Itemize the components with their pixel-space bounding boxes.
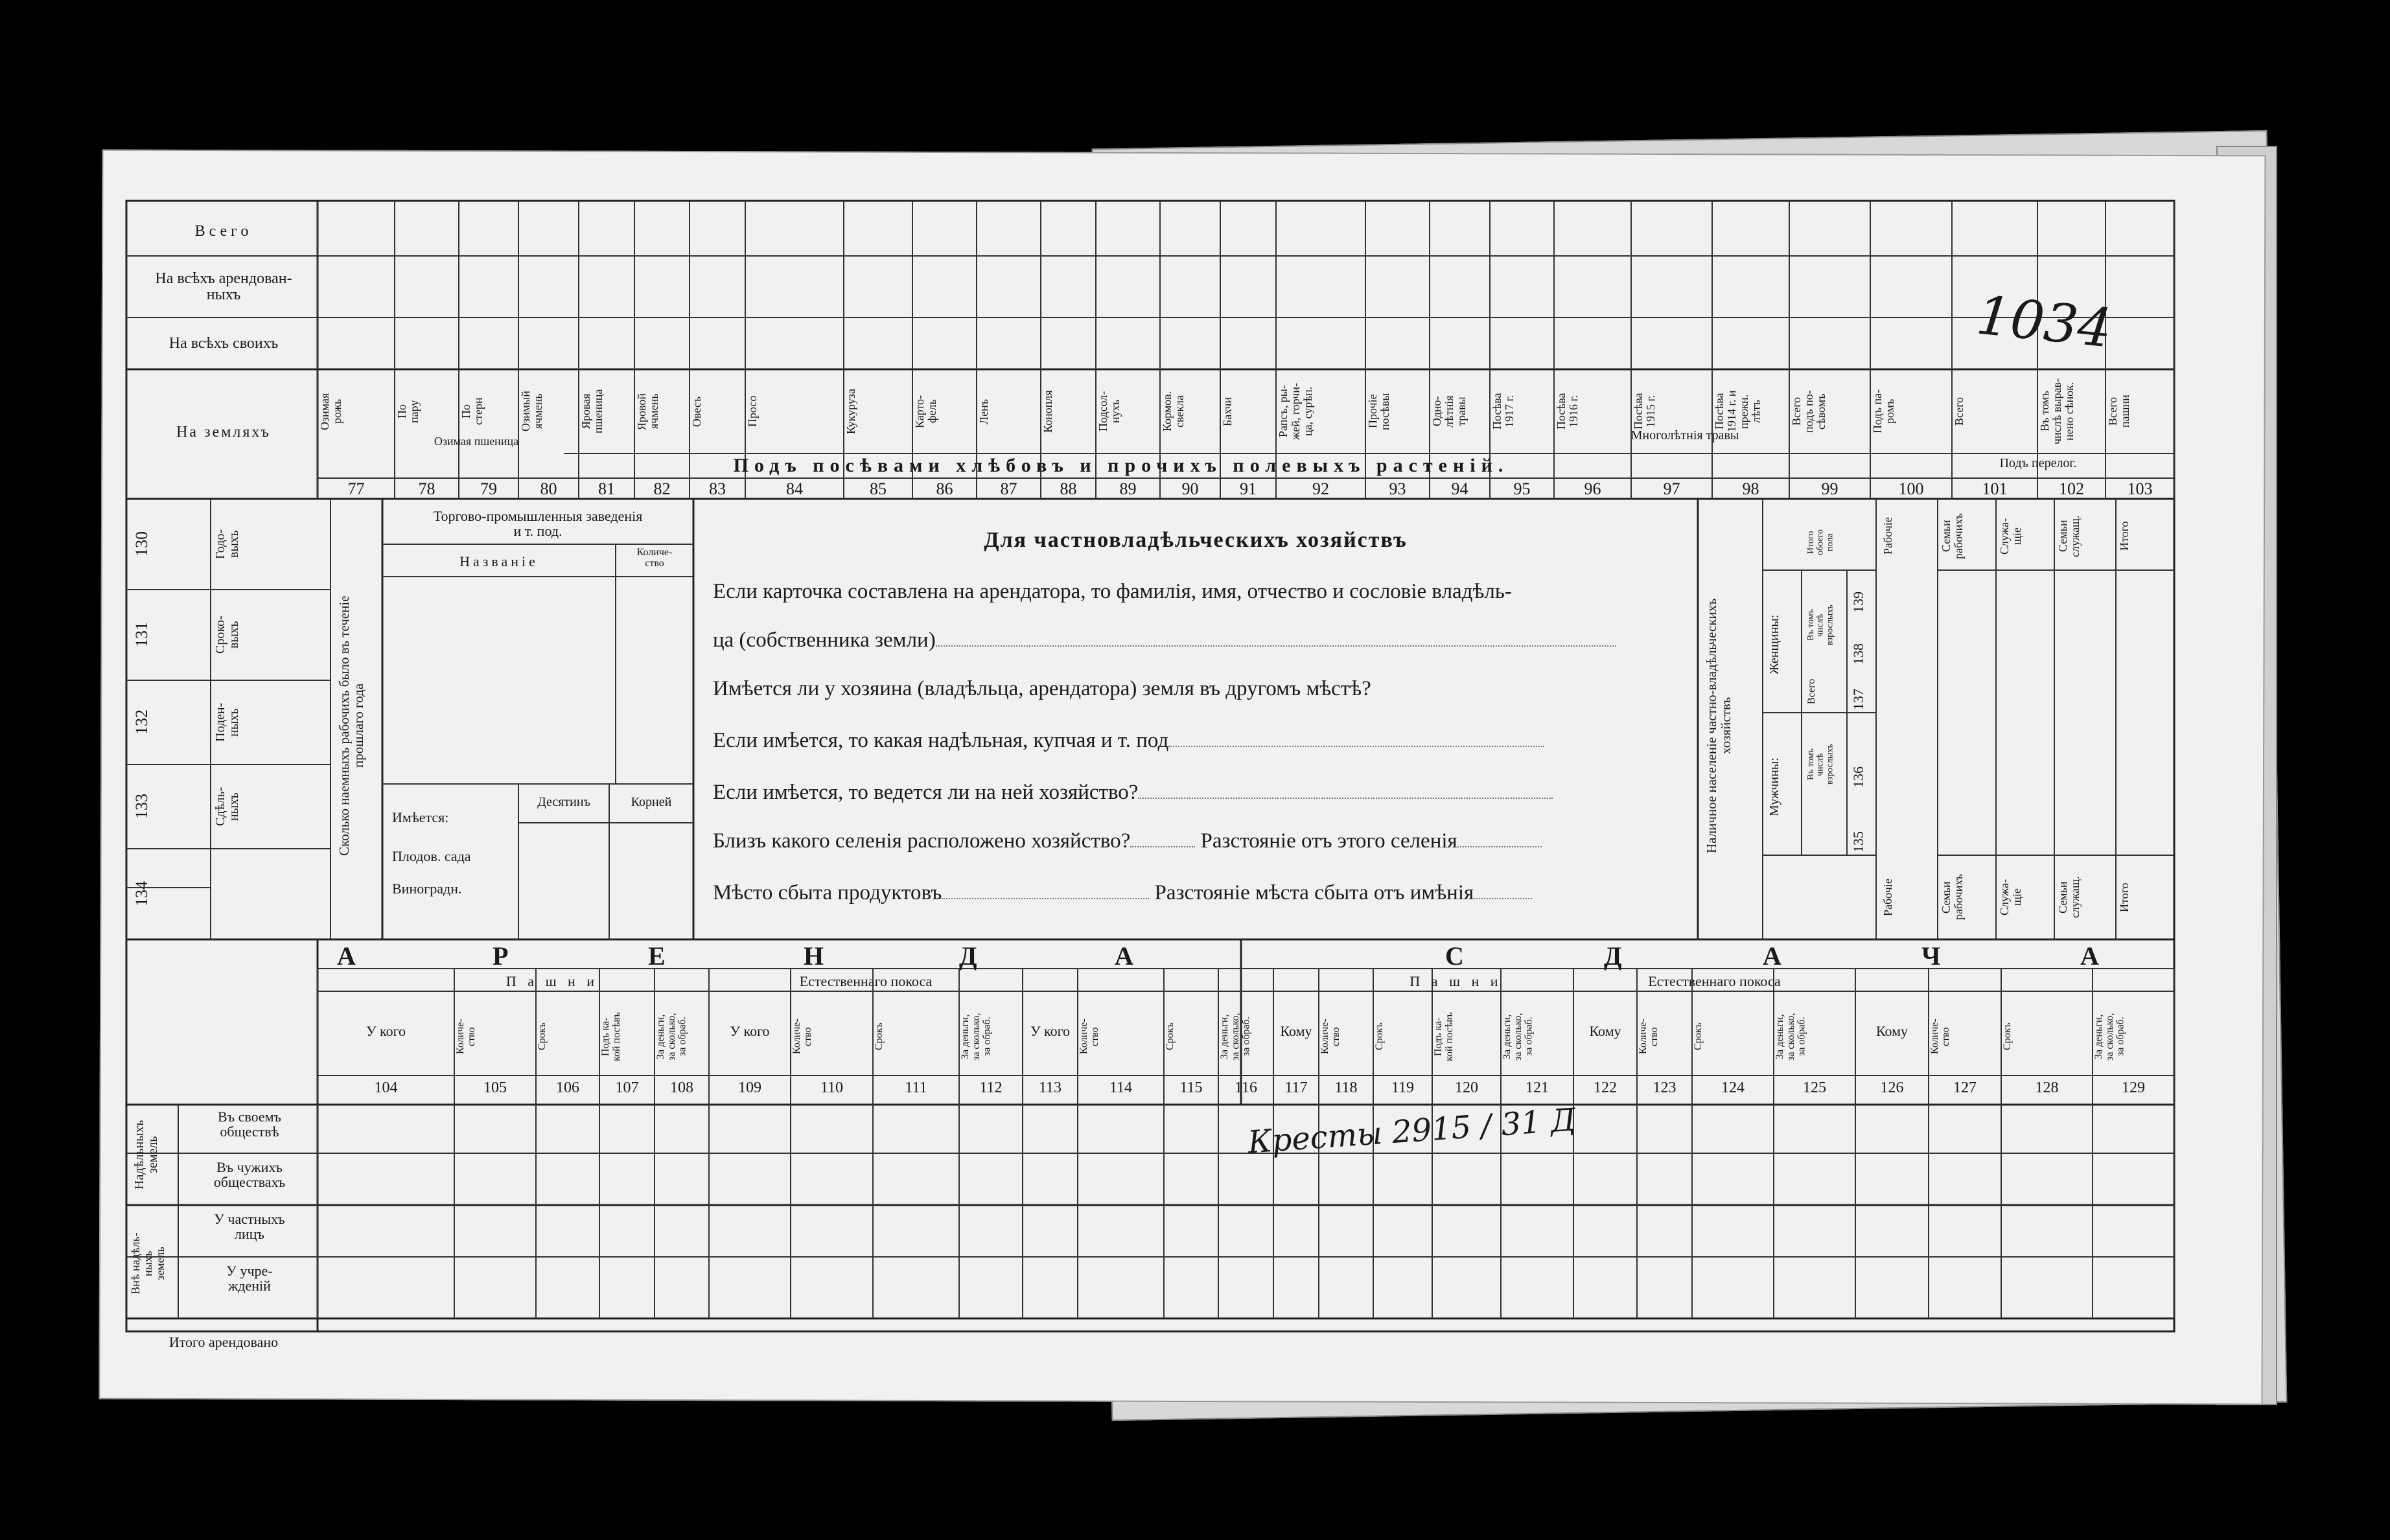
pop-side-bottom-3: Семьи служащ. xyxy=(2056,876,2082,919)
posevy-banner: Подъ посѣвами хлѣбовъ и прочихъ полевыхъ растеній. xyxy=(733,455,1509,476)
crop-header-23: Подъ па- ромъ xyxy=(1871,389,1896,434)
lease-col-24: Срокъ xyxy=(2002,1022,2013,1051)
lease-num-108: 108 xyxy=(670,1079,693,1096)
crop-header-26: Всего пашни xyxy=(2106,395,2131,428)
question-market-distance: Разстояніе мѣста сбыта отъ имѣнія xyxy=(1154,881,1474,904)
row-itogo-arendovano: Итого арендовано xyxy=(168,1334,279,1350)
crop-header-22: Всего подъ по- сѣвомъ xyxy=(1790,390,1827,433)
itogo-oboego-pola: Итого обоего пола xyxy=(1806,529,1835,556)
hired-num-132: 132 xyxy=(132,709,151,735)
arenda-letter-3: Н xyxy=(804,941,826,971)
lease-num-129: 129 xyxy=(2122,1079,2145,1096)
crop-header-21: Посѣва 1914 г. и прежн. лѣтъ xyxy=(1713,390,1763,433)
col-num-78: 78 xyxy=(418,479,435,498)
question-owner: Если карточка составлена на арендатора, то фамилія, имя, отчество и сословіе владѣль- xyxy=(713,580,1512,603)
lease-col-1: Количе- ство xyxy=(455,1018,477,1055)
question-village-distance: Разстояніе отъ этого селенія xyxy=(1200,829,1457,853)
crop-header-11: Конопля xyxy=(1041,390,1054,433)
pop-side-top-4: Итого xyxy=(2118,521,2131,551)
lease-col-2: Срокъ xyxy=(537,1022,548,1051)
lease-num-124: 124 xyxy=(1721,1079,1745,1096)
col-num-80: 80 xyxy=(540,479,557,498)
sdacha-letter-2: А xyxy=(1763,941,1783,971)
col-num-102: 102 xyxy=(2059,479,2084,498)
col-num-97: 97 xyxy=(1663,479,1680,498)
lease-col-6: Количе- ство xyxy=(791,1018,813,1055)
trade-name-col: Названіе xyxy=(459,553,539,569)
question-village-text: Близъ какого селенія расположено хозяйство? xyxy=(713,829,1131,853)
row-group-vne-nadelnykh: Внѣ надѣль- ныхъ земель xyxy=(129,1232,167,1295)
col-num-93: 93 xyxy=(1389,479,1406,498)
hired-num-131: 131 xyxy=(132,622,151,648)
lease-col-23: Количе- ство xyxy=(1929,1018,1951,1055)
lease-num-117: 117 xyxy=(1284,1079,1308,1096)
lease-col-19: Количе- ство xyxy=(1638,1018,1660,1055)
plodov-sada-label: Плодов. сада xyxy=(392,848,471,864)
arenda-letter-2: Е xyxy=(648,941,667,971)
col-num-77: 77 xyxy=(347,479,365,498)
private-title: Для частновладѣльческихъ хозяйствъ xyxy=(984,528,1408,552)
lease-col-13: Кому xyxy=(1280,1023,1312,1039)
lease-num-109: 109 xyxy=(738,1079,761,1096)
lease-num-125: 125 xyxy=(1803,1079,1826,1096)
col-num-79: 79 xyxy=(480,479,497,498)
hired-type-1: Сроко- выхъ xyxy=(213,615,241,654)
col-num-90: 90 xyxy=(1181,479,1199,498)
crop-header-14: Бахчи xyxy=(1221,396,1234,426)
col-num-86: 86 xyxy=(936,479,953,498)
pop-side-top-2: Служа- щіе xyxy=(1998,518,2023,555)
pop-side-bottom-0: Рабочіе xyxy=(1881,879,1894,916)
lease-num-128: 128 xyxy=(2035,1079,2059,1096)
row-label-vsego: Всего xyxy=(194,223,253,240)
pop-num-135: 135 xyxy=(1850,831,1866,853)
lease-num-127: 127 xyxy=(1953,1079,1977,1096)
col-num-84: 84 xyxy=(786,479,803,498)
lease-num-120: 120 xyxy=(1455,1079,1478,1096)
pop-side-top-0: Рабочіе xyxy=(1881,517,1894,555)
col-num-91: 91 xyxy=(1240,479,1257,498)
col-num-96: 96 xyxy=(1584,479,1601,498)
crop-header-8: Кукуруза xyxy=(844,389,857,435)
lease-num-116: 116 xyxy=(1234,1079,1258,1096)
col-num-87: 87 xyxy=(1000,479,1017,498)
crop-header-13: Кормов. свекла xyxy=(1161,391,1186,432)
pop-side-top-1: Семьи рабочихъ xyxy=(1940,513,1965,559)
crop-header-6: Овесъ xyxy=(690,396,703,427)
hired-num-134: 134 xyxy=(132,881,151,907)
question-other-land: Имѣется ли у хозяина (владѣльца, арендатора) земля въ другомъ мѣстѣ? xyxy=(713,677,1371,700)
crop-header-2: По стерн xyxy=(459,397,485,426)
col-num-99: 99 xyxy=(1821,479,1839,498)
lease-num-115: 115 xyxy=(1179,1079,1203,1096)
sdacha-pashni: П а ш н и xyxy=(1410,973,1502,989)
hired-type-0: Годо- выхъ xyxy=(213,529,241,560)
desyatin-col: Десятинъ xyxy=(537,795,590,809)
zhen-vsego-label: Всего xyxy=(1806,678,1817,705)
crop-header-15: Рапсъ, ры- жей, горчи- ца, сурѣп. xyxy=(1277,383,1314,440)
crop-header-24: Всего xyxy=(1953,396,1966,426)
lease-col-20: Срокъ xyxy=(1693,1022,1704,1051)
lease-num-110: 110 xyxy=(820,1079,844,1096)
trade-title: Торгово-промышленныя заведенія и т. под. xyxy=(433,508,643,540)
question-owner-cont xyxy=(713,628,1616,652)
question-owner-cont-text: ца (собственника земли) xyxy=(713,628,936,652)
lease-num-126: 126 xyxy=(1880,1079,1904,1096)
question-market xyxy=(713,881,1532,905)
vinograd-label: Виноградн. xyxy=(392,880,462,897)
lease-num-121: 121 xyxy=(1526,1079,1549,1096)
col-num-103: 103 xyxy=(2127,479,2153,498)
question-farming xyxy=(713,781,1553,805)
row-v-chuzhikh: Въ чужихъ обществахъ xyxy=(213,1159,286,1191)
hired-type-3: Сдѣль- ныхъ xyxy=(213,787,241,827)
lease-col-7: Срокъ xyxy=(874,1022,885,1051)
row-label-svoikh: На всѣхъ своихъ xyxy=(168,335,279,352)
lease-num-118: 118 xyxy=(1334,1079,1358,1096)
arenda-letter-5: А xyxy=(1115,941,1135,971)
muzhchiny-label: Мужчины: xyxy=(1767,757,1781,817)
pop-side-bottom-4: Итого xyxy=(2118,882,2131,912)
question-land-type-text: Если имѣется, то какая надѣльная, купчая и т. под xyxy=(713,729,1169,752)
lease-col-4: За деньги, за сколько, за обраб. xyxy=(655,1013,688,1061)
crop-header-18: Посѣва 1917 г. xyxy=(1491,393,1516,430)
sdacha-letter-3: Ч xyxy=(1921,941,1942,971)
lease-num-114: 114 xyxy=(1109,1079,1133,1096)
trade-qty-col: Количе- ство xyxy=(636,547,673,569)
lease-num-122: 122 xyxy=(1594,1079,1617,1096)
row-label-arendovannykh: На всѣхъ арендован- ныхъ xyxy=(155,270,292,304)
crop-header-25: Въ томъ числѣ вырав- нено сѣнок. xyxy=(2038,378,2076,445)
row-u-chastnykh: У частныхъ лицъ xyxy=(214,1211,285,1243)
hired-vertical-title: Сколько наемныхъ рабочихъ было въ теченіе прошлаго года xyxy=(336,595,367,856)
col-num-82: 82 xyxy=(653,479,671,498)
col-num-89: 89 xyxy=(1119,479,1137,498)
crop-header-10: Ленъ xyxy=(977,398,990,424)
arenda-letter-1: Р xyxy=(493,941,510,971)
sdacha-letter-0: С xyxy=(1445,941,1465,971)
lease-col-8: За деньги, за сколько, за обраб. xyxy=(960,1013,993,1061)
lease-num-123: 123 xyxy=(1653,1079,1676,1096)
hired-num-133: 133 xyxy=(132,794,151,820)
pop-num-138: 138 xyxy=(1850,643,1866,665)
imeetsya-label: Имѣется: xyxy=(392,809,449,825)
lease-col-21: За деньги, за сколько, за обраб. xyxy=(1774,1013,1807,1061)
lease-col-5: У кого xyxy=(730,1023,770,1039)
lease-col-14: Количе- ство xyxy=(1319,1018,1341,1055)
crop-header-20: Посѣва 1915 г. xyxy=(1632,393,1657,430)
lease-col-16: Подъ ка- кой посѣвъ xyxy=(1433,1012,1455,1061)
lease-num-105: 105 xyxy=(483,1079,507,1096)
arenda-letter-4: Д xyxy=(959,941,979,971)
lease-num-112: 112 xyxy=(979,1079,1003,1096)
question-village xyxy=(713,829,1542,853)
handwritten-entry: Кресты 2915 / 31 Д xyxy=(1246,1101,1577,1161)
lease-col-10: Количе- ство xyxy=(1078,1018,1100,1055)
col-num-101: 101 xyxy=(1982,479,2008,498)
col-num-88: 88 xyxy=(1060,479,1077,498)
lease-num-113: 113 xyxy=(1038,1079,1062,1096)
col-num-98: 98 xyxy=(1742,479,1759,498)
mnogoletnie-label: Многолѣтнія травы xyxy=(1630,428,1739,442)
crop-header-0: Озимая рожь xyxy=(318,393,343,430)
sdacha-letter-4: А xyxy=(2080,941,2100,971)
col-num-94: 94 xyxy=(1451,479,1468,498)
col-num-81: 81 xyxy=(598,479,615,498)
crop-header-3: Озимый ячмень xyxy=(519,391,544,432)
hired-num-130: 130 xyxy=(132,531,151,557)
muzh-v-tom-label: Въ томъ числѣ взрослыхъ xyxy=(1806,744,1835,785)
crop-header-19: Посѣва 1916 г. xyxy=(1555,393,1580,430)
sdacha-letter-1: Д xyxy=(1604,941,1623,971)
col-num-100: 100 xyxy=(1898,479,1924,498)
question-market-text: Мѣсто сбыта продуктовъ xyxy=(713,881,942,904)
hired-type-2: Поден- ныхъ xyxy=(213,702,241,742)
lease-num-111: 111 xyxy=(905,1079,927,1096)
lease-num-107: 107 xyxy=(615,1079,639,1096)
arenda-letter-0: А xyxy=(337,941,357,971)
row-u-uchrezhdeniy: У учре- жденій xyxy=(226,1263,273,1294)
pop-num-139: 139 xyxy=(1850,592,1866,614)
row-group-nadelnykh: Надѣльныхъ земель xyxy=(132,1120,160,1189)
crop-header-17: Одно- лѣтнія травы xyxy=(1430,395,1468,428)
lease-col-11: Срокъ xyxy=(1165,1022,1176,1051)
crop-header-5: Яровой ячмень xyxy=(635,393,660,430)
pod-perelog-label: Подъ перелог. xyxy=(1999,456,2077,470)
question-land-type xyxy=(713,729,1544,753)
lease-col-12: За деньги, за сколько, за обраб. xyxy=(1219,1013,1252,1061)
crop-header-1: По пару xyxy=(395,400,421,423)
pop-num-136: 136 xyxy=(1850,766,1866,788)
question-farming-text: Если имѣется, то ведется ли на ней хозяйство? xyxy=(713,781,1139,804)
arenda-estestv: Естественнаго покоса xyxy=(799,973,933,989)
lease-col-17: За деньги, за сколько, за обраб. xyxy=(1502,1013,1535,1061)
row-v-svoem: Въ своемъ обществѣ xyxy=(218,1109,281,1140)
sdacha-estestv: Естественнаго покоса xyxy=(1648,973,1781,989)
zhenshchiny-label: Женщины: xyxy=(1767,614,1781,675)
korney-col: Корней xyxy=(631,795,672,809)
crop-header-12: Подсол- нухъ xyxy=(1096,391,1122,432)
lease-col-3: Подъ ка- кой посѣвъ xyxy=(600,1012,622,1061)
ozimaya-pshenitsa-label: Озимая пшеница xyxy=(434,435,519,448)
handwritten-card-number: 1034 xyxy=(1973,284,2115,360)
zhen-v-tom-label: Въ томъ числѣ взрослыхъ xyxy=(1806,604,1835,646)
crop-header-9: Карто- фель xyxy=(913,395,938,428)
col-num-95: 95 xyxy=(1513,479,1531,498)
pop-side-bottom-1: Семьи рабочихъ xyxy=(1940,874,1965,921)
col-num-85: 85 xyxy=(870,479,887,498)
crop-header-4: Яровая пшеница xyxy=(579,389,605,434)
crop-header-7: Просо xyxy=(746,395,759,428)
pop-side-bottom-2: Служа- щіе xyxy=(1998,879,2023,916)
crop-header-16: Прочіе посѣвы xyxy=(1366,393,1391,430)
arenda-pashni: П а ш н и xyxy=(505,973,599,989)
pop-num-137: 137 xyxy=(1850,689,1866,711)
lease-col-25: За деньги, за сколько, за обраб. xyxy=(2093,1013,2126,1061)
row-label-na-zemlyakh: На земляхъ xyxy=(176,424,271,441)
pop-side-top-3: Семьи служащ. xyxy=(2056,515,2082,557)
lease-col-18: Кому xyxy=(1589,1023,1621,1039)
col-num-83: 83 xyxy=(709,479,726,498)
lease-num-119: 119 xyxy=(1391,1079,1415,1096)
lease-col-15: Срокъ xyxy=(1374,1022,1385,1051)
lease-col-0: У кого xyxy=(365,1023,406,1039)
lease-num-106: 106 xyxy=(556,1079,579,1096)
lease-col-22: Кому xyxy=(1875,1023,1909,1039)
lease-col-9: У кого xyxy=(1030,1023,1071,1039)
population-vertical-title: Наличное населеніе частно-владѣльческихъ хозяйствъ xyxy=(1704,598,1734,853)
lease-num-104: 104 xyxy=(374,1079,398,1096)
col-num-92: 92 xyxy=(1312,479,1329,498)
